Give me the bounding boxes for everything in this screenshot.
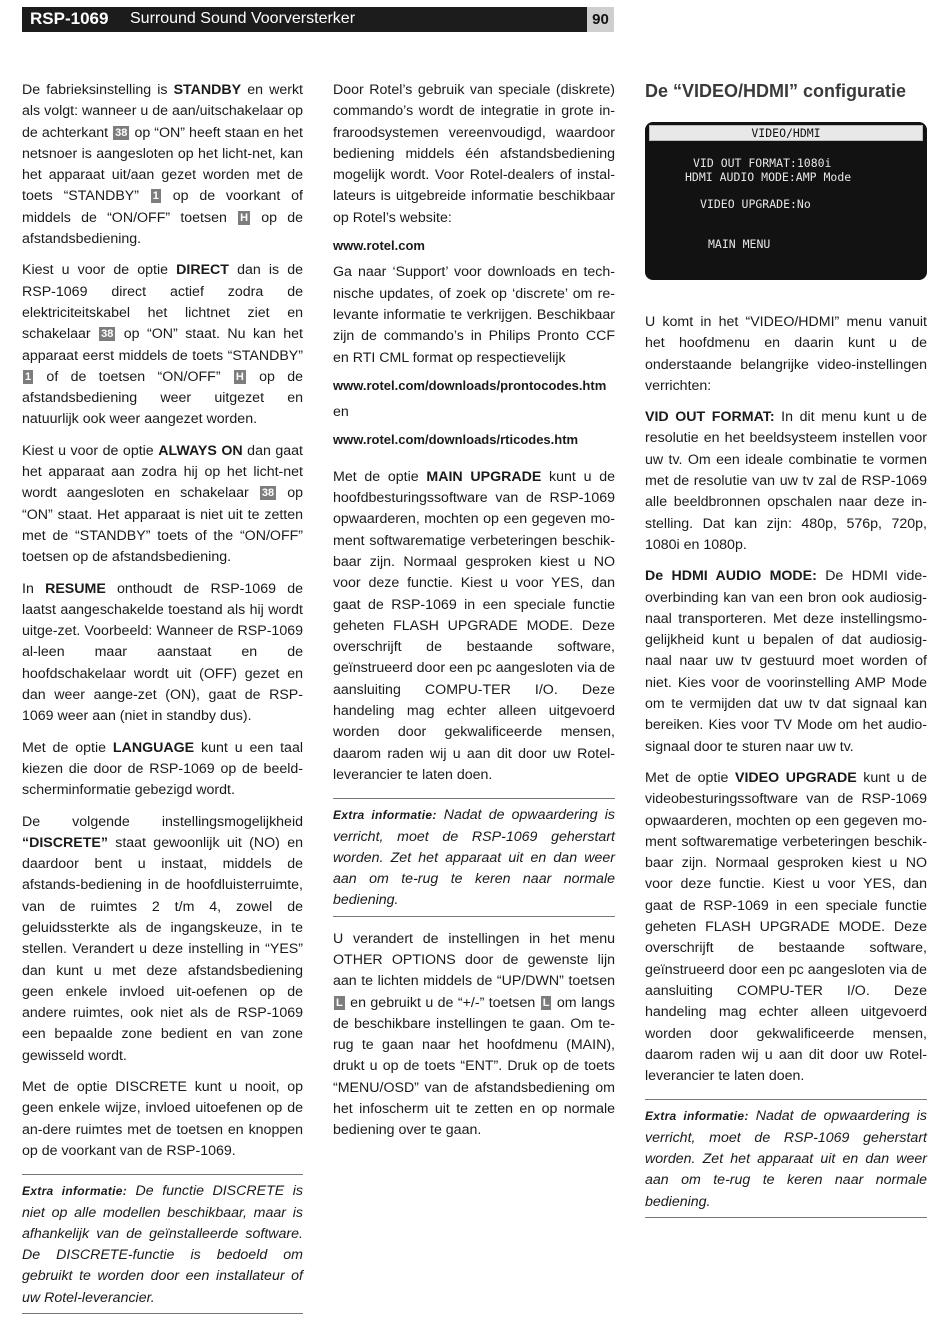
- paragraph-hdmi-audio-mode: De HDMI AUDIO MODE: De HDMI vide-overbinding kan van een bron ook audiosig-naal transporteren. Met deze instellingsmo-gelijkheid kunt u bepalen of dat audiosig-naal naar uw tv gestuurd moet worden of niet. Kies voor de voorinstelling AMP Mode om te vermijden dat uw tv dat signaal kan bereiken. Kies voor TV Mode om het audio-signaal door te sturen naar uw tv.: [645, 568, 927, 755]
- paragraph-resume: In RESUME onthoudt de RSP-1069 de laatst aangeschakelde toestand als hij wordt uitge-zet. Voorbeeld: Wanneer de RSP-1069 al-leen maar aanstaat en de hoofdschakelaar wordt uit (OFF) gezet en dan weer aange-zet (ON), gaat de RSP-1069 weer aan (niet in standby dus).: [22, 580, 303, 725]
- paragraph-direct: Kiest u voor de optie DIRECT dan is de RSP-1069 direct actief zodra de elektriciteitskabel het lichtnet ziet en schakelaar 38 op “ON” staat. Nu kan het apparaat eerst middels de toets “STANDBY” 1 of de toetsen “ON/OFF” H op de afstandsbediening weer uitgezet en natuurlijk ook weer aangezet worden.: [22, 262, 303, 428]
- paragraph-other-options: U verandert de instellingen in het menu OTHER OPTIONS door de gewenste lijn aan te lichten middels de “UP/DWN” toetsen L en gebruikt u de “+/-” toetsen L om langs de beschikbare instellingen te gaan. Om te-rug te gaan naar het hoofdmenu (MAIN), drukt u op de toets “ENT”. Druk op de toets “MENU/OSD” van de afstandsbediening om het infoscherm uit te zetten en op normale bediening over te gaan.: [333, 930, 615, 1139]
- paragraph-discrete-note: Met de optie DISCRETE kunt u nooit, op geen enkele wijze, invloed uitoefenen op de an-dere ruimtes met de toetsen en knoppen op de voorkant van de RSP-1069.: [22, 1079, 303, 1159]
- osd-vid-out-format: VID OUT FORMAT:1080i: [693, 156, 832, 170]
- column-2: [333, 80, 615, 1152]
- header-model: RSP-1069: [30, 9, 109, 28]
- paragraph-always-on: Kiest u voor de optie ALWAYS ON dan gaat het apparaat aan zodra hij op het licht-net wordt aangesloten en schakelaar 38 op “ON” staat. Het apparaat is niet uit te zetten met de “STANDBY” toets of the “ON/OFF” toetsen op de afstandsbediening.: [22, 442, 303, 566]
- paragraph-support: Ga naar ‘Support’ voor downloads en tech-nische updates, of zoek op ‘discrete’ om re-levante informatie te verkrijgen. Beschikbaar zijn de commando’s in Philips Pronto CCF en RTI CML format op respectievelijk: [333, 264, 615, 366]
- paragraph-main-upgrade: Met de optie MAIN UPGRADE kunt u de hoofdbesturingssoftware van de RSP-1069 opwaarderen, mochten op een gegeven mo-ment softwarematige verbeteringen beschik-baar zijn. Normaal gesproken kiest u NO voor deze functie. Kiest u voor YES, dan gaat de RSP-1069 in een speciale functie geheten FLASH UPGRADE MODE. Deze overschrijft de bestaande software, geïnstrueerd door een pc aangesloten via de aansluiting COMPU-TER I/O. Deze handeling mag echter alleen uitgevoerd worden door gekwalificeerde mensen, daarom raden wij u aan dit door uw Rotel-leverancier te laten doen.: [333, 468, 615, 783]
- header-title: Surround Sound Voorversterker: [130, 10, 356, 27]
- paragraph-standby: De fabrieksinstelling is STANDBY en werkt als volgt: wanneer u de aan/uitschakelaar op de achterkant 38 op “ON” heeft staan en het netsnoer is aangesloten op het licht-net, kan het apparaat uit/aan gezet worden met de toets “STANDBY” 1 op de voorkant of middels de “ON/OFF” toetsen H op de afstandsbediening.: [22, 82, 304, 248]
- paragraph-video-menu: U komt in het “VIDEO/HDMI” menu vanuit het hoofdmenu en daarin kunt u de onderstaande belangrijke video-instellingen verrichten:: [645, 314, 927, 394]
- extra-info-note: Extra informatie: Nadat de opwaardering is verricht, moet de RSP-1069 geherstart worden. Zet het apparaat uit en dan weer aan om te-rug te keren naar normale bediening.: [645, 1099, 927, 1217]
- ref-badge: 1: [25, 370, 32, 383]
- conjunction-text: en: [333, 404, 349, 421]
- ref-badge: H: [240, 211, 249, 224]
- ref-badge: L: [542, 996, 550, 1009]
- column-3: [645, 80, 927, 1230]
- extra-info-note: Extra informatie: Nadat de opwaardering is verricht, moet de RSP-1069 geherstart worden. Zet het apparaat uit en dan weer aan om te-rug te keren naar normale bediening.: [333, 798, 615, 916]
- ref-badge: H: [235, 370, 244, 383]
- paragraph-discrete: De volgende instellingsmogelijkheid “DISCRETE” staat gewoonlijk uit (NO) en daardoor bent u instaat, middels de afstands-bediening in de hoofdluisterruimte, van de ruimtes 2 t/m 4, zowel de geluidssterkte als de ingangskeuze, in te stellen. Verandert u deze instelling in “YES” dan kunt u met deze afstandsbediening geen enkele invloed uit-oefenen op de andere ruimtes, ook niet als de RSP-1069 een bepaalde zone bedient en van zone gewisseld wordt.: [22, 813, 303, 1064]
- osd-title: VIDEO/HDMI: [649, 125, 923, 141]
- osd-main-menu: MAIN MENU: [708, 237, 771, 251]
- website-link[interactable]: www.rotel.com: [333, 238, 425, 254]
- ref-badge: 38: [261, 487, 275, 500]
- section-heading: De “VIDEO/HDMI” configuratie: [645, 81, 907, 101]
- osd-screen: [645, 122, 927, 280]
- page-header: [22, 7, 614, 32]
- ref-badge: 1: [152, 190, 159, 203]
- ref-badge: 38: [115, 126, 128, 139]
- paragraph-video-upgrade: Met de optie VIDEO UPGRADE kunt u de videobesturingssoftware van de RSP-1069 opwaarderen, mochten op een gegeven mo-ment softwarematige verbeteringen beschik-baar zijn. Normaal gesproken kiest u NO voor deze functie. Kiest u voor YES, dan gaat de RSP-1069 in een speciale functie geheten FLASH UPGRADE MODE. Deze overschrijft de bestaande software, geïnstrueerd door een pc aangesloten via de aansluiting COMPU-TER I/O. Deze handeling mag echter alleen uitgevoerd worden door gekwalificeerde mensen, daarom raden wij u aan dit door uw Rotel-leverancier te laten doen.: [645, 769, 927, 1085]
- ref-badge: 38: [101, 328, 114, 341]
- pronto-codes-link[interactable]: www.rotel.com/downloads/prontocodes.htm: [333, 377, 607, 393]
- rti-codes-link[interactable]: www.rotel.com/downloads/rticodes.htm: [333, 432, 579, 448]
- extra-info-note: Extra informatie: De functie DISCRETE is niet op alle modellen beschikbaar, maar is afhankelijk van de geïnstalleerde software. De DISCRETE-functie is bedoeld om gebruikt te worden door een installateur of uw Rotel-leverancier.: [22, 1174, 303, 1314]
- page-number: 90: [587, 7, 614, 32]
- paragraph-language: Met de optie LANGUAGE kunt u een taal kiezen die door de RSP-1069 op de beeld-scherminformatie gebezigd wordt.: [22, 739, 303, 799]
- paragraph-vid-out-format: VID OUT FORMAT: In dit menu kunt u de resolutie en het beeldsysteem instellen voor uw tv. Om een ideale combinatie te vormen met de resolutie van uw tv zal de RSP-1069 alle beeldbronnen opschalen naar deze in-stelling. Dat kan zijn: 480p, 576p, 720p, 1080i en 1080p.: [645, 409, 927, 553]
- ref-badge: L: [336, 996, 343, 1009]
- paragraph-discrete-commands: Door Rotel’s gebruik van speciale (diskrete) commando’s wordt de integratie in grote in-fraroodsystemen vereenvoudigd, waardoor bediening middels één afstandsbediening mogelijk wordt. Voor Rotel-dealers of instal-lateurs is uitgebreide informatie beschikbaar op Rotel’s website:: [333, 82, 615, 226]
- column-1: [22, 80, 303, 1326]
- osd-hdmi-audio-mode: HDMI AUDIO MODE:AMP Mode: [685, 170, 852, 184]
- osd-video-upgrade: VIDEO UPGRADE:No: [700, 197, 811, 211]
